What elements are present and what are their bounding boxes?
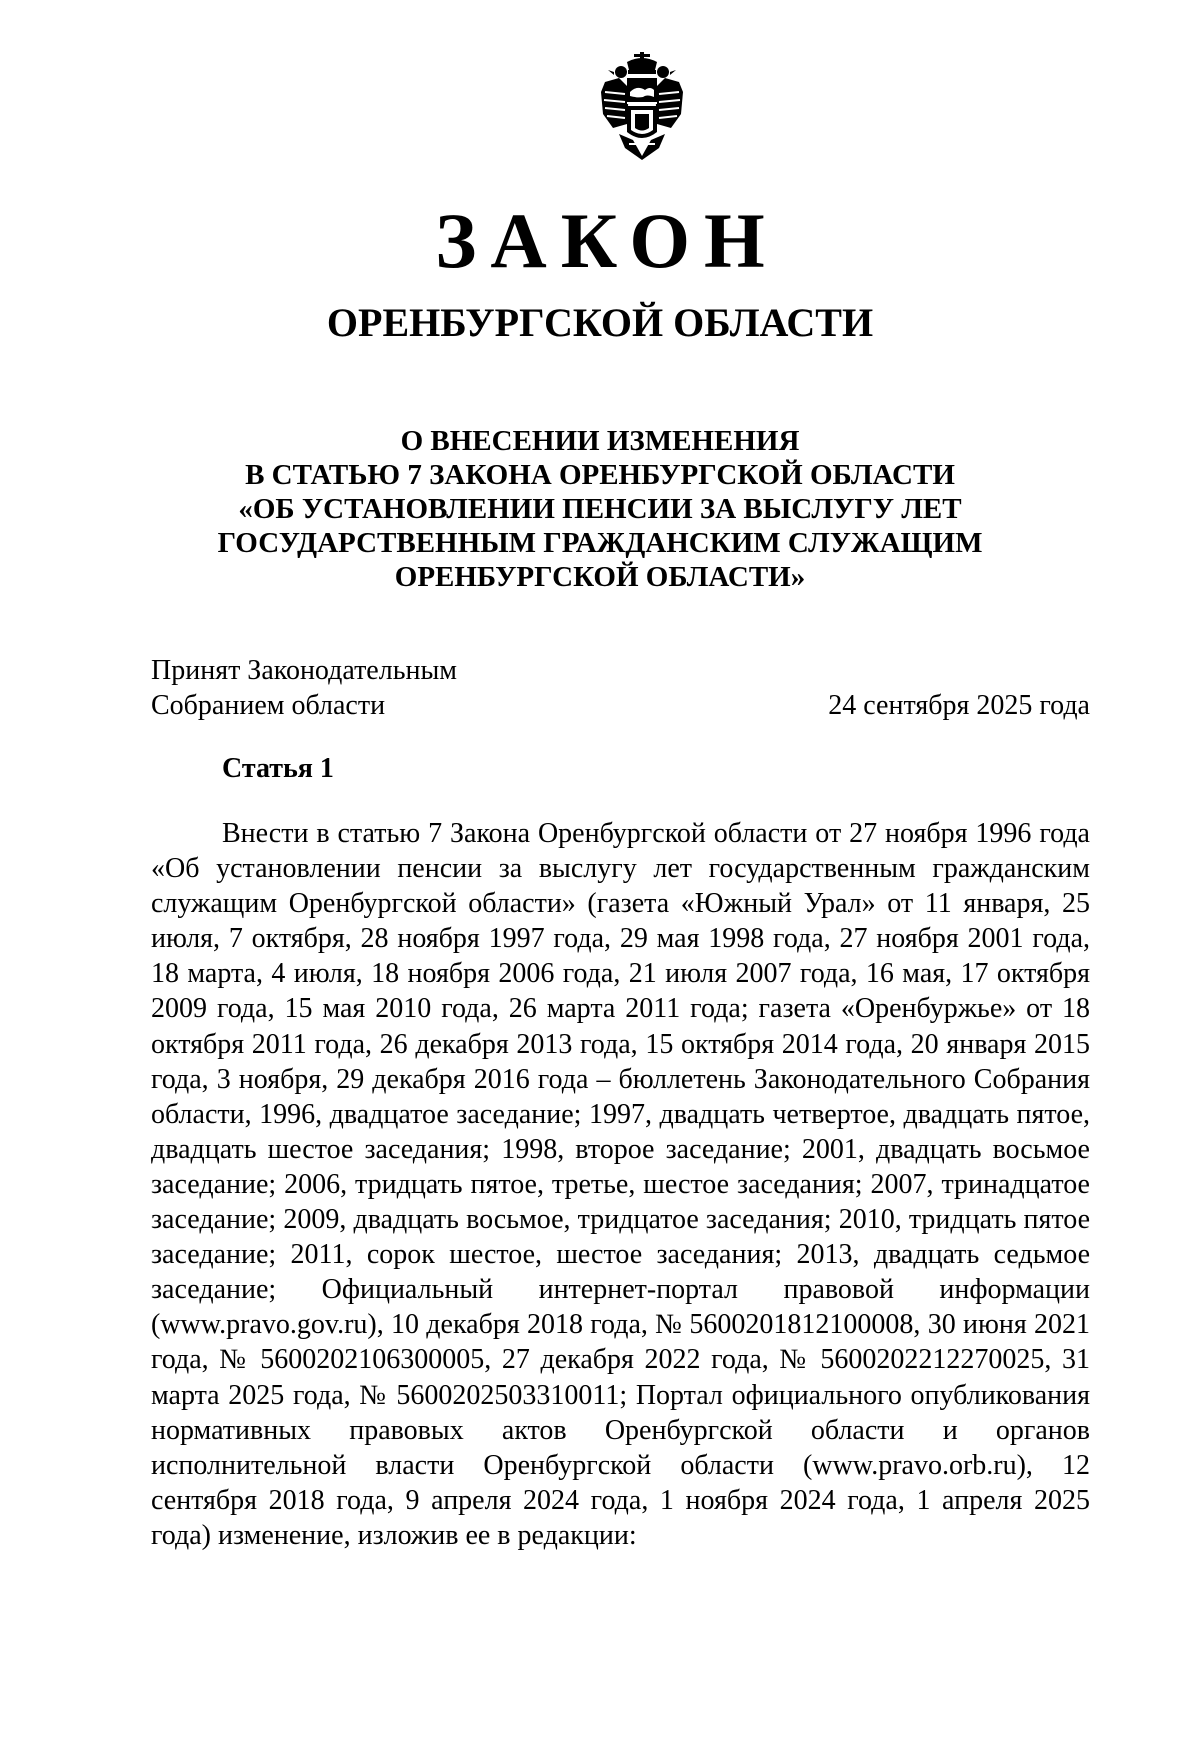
heading-line: В СТАТЬЮ 7 ЗАКОНА ОРЕНБУРГСКОЙ ОБЛАСТИ xyxy=(245,459,955,491)
adoption-date: 24 сентября 2025 года xyxy=(828,690,1090,721)
heading-line: «ОБ УСТАНОВЛЕНИИ ПЕНСИИ ЗА ВЫСЛУГУ ЛЕТ xyxy=(238,493,962,525)
article-body xyxy=(151,816,1090,1553)
article-title: Статья 1 xyxy=(222,753,334,784)
adoption-line: Собранием области xyxy=(151,690,386,721)
adoption-line: Принят Законодательным xyxy=(151,655,457,686)
region-title: ОРЕНБУРГСКОЙ ОБЛАСТИ xyxy=(326,300,874,345)
heading-line: О ВНЕСЕНИИ ИЗМЕНЕНИЯ xyxy=(400,425,800,457)
heading-line: ОРЕНБУРГСКОЙ ОБЛАСТИ» xyxy=(394,561,806,593)
coat-of-arms-icon xyxy=(599,52,685,160)
law-title: ЗАКОН xyxy=(435,197,779,284)
article-paragraph: Внести в статью 7 Закона Оренбургской области от 27 ноября 1996 года «Об установлении пенсии за выслугу лет государственным гражданским служащим Оренбургской области» (газета «Южный Урал» от 11 января, 25 июля, 7 октября, 28 ноября 1997 года, 29 мая 1998 года, 27 ноября 2001 года, 18 марта, 4 июля, 18 ноября 2006 года, 21 июля 2007 года, 16 мая, 17 октября 2009 года, 15 мая 2010 года, 26 марта 2011 года; газета «Оренбуржье» от 18 октября 2011 года, 26 декабря 2013 года, 15 октября 2014 года, 20 января 2015 года, 3 ноября, 29 декабря 2016 года – бюллетень Законодательного Собрания области, 1996, двадцатое заседание; 1997, двадцать четвертое, двадцать пятое, двадцать шестое заседания; 1998, второе заседание; 2001, двадцать восьмое заседание; 2006, тридцать пятое, третье, шестое заседания; 2007, тринадцатое заседание; 2009, двадцать восьмое, тридцатое заседания; 2010, тридцать пятое заседание; 2011, сорок шестое, шестое заседания; 2013, двадцать седьмое заседание; Официальный интернет-портал правовой информации (www.pravo.gov.ru), 10 декабря 2018 года, № 5600201812100008, 30 июня 2021 года, № 5600202106300005, 27 декабря 2022 года, № 5600202212270025, 31 марта 2025 года, № 5600202503310011; Портал официального опубликования нормативных правовых актов Оренбургской области и органов исполнительной власти Оренбургской области (www.pravo.orb.ru), 12 сентября 2018 года, 9 апреля 2024 года, 1 ноября 2024 года, 1 апреля 2025 года) изменение, изложив ее в редакции: xyxy=(151,818,1090,1551)
law-heading xyxy=(0,424,1200,594)
adoption-note xyxy=(151,653,457,723)
heading-line: ГОСУДАРСТВЕННЫМ ГРАЖДАНСКИМ СЛУЖАЩИМ xyxy=(217,527,983,559)
